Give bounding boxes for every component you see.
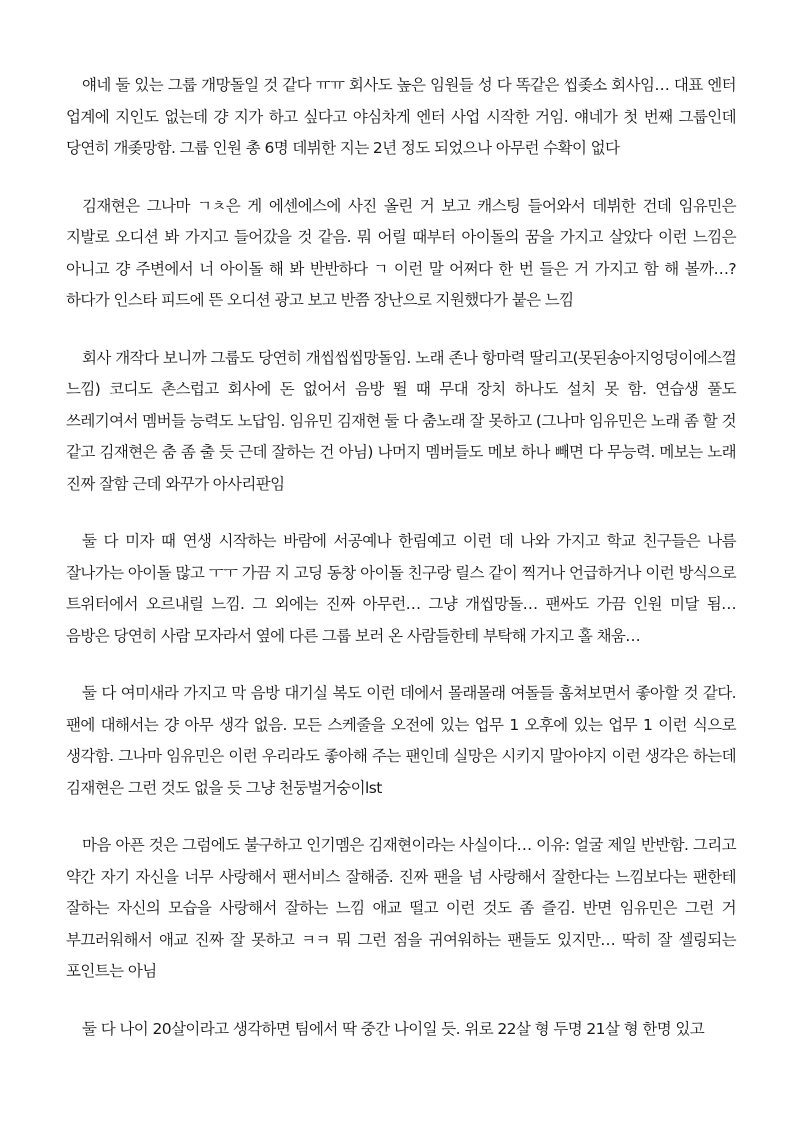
paragraph-5: 둘 다 여미새라 가지고 막 음방 대기실 복도 이런 데에서 몰래몰래 여돌들 훔쳐보면서 좋아할 것 같다. 팬에 대해서는 걍 아무 생각 없음. 모든 스케줄을 오전에 있는 업무 1 오후에 있는 업무 1 이런 식으로 생각함. 그나마 임유민은 이런 우리라도 좋아해 주는 팬인데 실망은 시키지 말아야지 이런 생각은 하는데 김재현은 그런 것도 없을 듯 그냥 천둥벌거숭이lst — [66, 684, 736, 797]
paragraph-6: 마음 아픈 것은 그럼에도 불구하고 인기멤은 김재현이라는 사실이다… 이유: 얼굴 제일 반반함. 그리고 약간 자기 자신을 너무 사랑해서 팬서비스 잘해줌. 진짜 팬을 넘 사랑해서 잘한다는 느낌보다는 팬한테 잘하는 자신의 모습을 사랑해서 잘하는 느낌 애교 떨고 이런 것도 좀 즐김. 반면 임유민은 그런 거 부끄러워해서 애교 진짜 잘 못하고 ㅋㅋ 뭐 그런 점을 귀여워하는 팬들도 있지만… 딱히 잘 셀링되는 포인트는 아님 — [66, 836, 736, 980]
document-body — [66, 70, 736, 1045]
paragraph-1: 얘네 둘 있는 그룹 개망돌일 것 같다 ㅠㅠ 회사도 높은 임원들 성 다 똑같은 씹좆소 회사임… 대표 엔터 업계에 지인도 없는데 걍 지가 하고 싶다고 야심차게 엔터 사업 시작한 거임. 얘네가 첫 번째 그룹인데 당연히 개좆망함. 그룹 인원 총 6명 데뷔한 지는 2년 정도 되었으나 아무런 수확이 없다 — [66, 76, 736, 157]
paragraph-7: 둘 다 나이 20살이라고 생각하면 팀에서 딱 중간 나이일 듯. 위로 22살 형 두명 21살 형 한명 있고 — [82, 1019, 705, 1038]
paragraph-4: 둘 다 미자 때 연생 시작하는 바람에 서공예나 한림예고 이런 데 나와 가지고 학교 친구들은 나름 잘나가는 아이돌 많고 ㅜㅜ 가끔 지 고딩 동창 아이돌 친구랑 릴스 같이 찍거나 언급하거나 이런 방식으로 트위터에서 오르내릴 느낌. 그 외에는 진짜 아무런… 그냥 개씹망돌… 팬싸도 가끔 인원 미달 됨… 음방은 당연히 사람 모자라서 옆에 다른 그룹 보러 온 사람들한테 부탁해 가지고 홀 채움… — [66, 532, 736, 645]
paragraph-2: 김재현은 그나마 ㄱㅊ은 게 에센에스에 사진 올린 거 보고 캐스팅 들어와서 데뷔한 건데 임유민은 지발로 오디션 봐 가지고 들어갔을 것 같음. 뭐 어릴 때부터 아이돌의 꿈을 가지고 살았다 이런 느낌은 아니고 걍 주변에서 너 아이돌 해 봐 반반하다 ㄱ 이런 말 어쩌다 한 번 들은 거 가지고 함 해 볼까…? 하다가 인스타 피드에 뜬 오디션 광고 보고 반쯤 장난으로 지원했다가 붙은 느낌 — [66, 196, 736, 309]
paragraph-3: 회사 개작다 보니까 그룹도 당연히 개씹씹씹망돌임. 노래 존나 항마력 딸리고(못된송아지엉덩이에스껄 느낌) 코디도 촌스럽고 회사에 돈 없어서 음방 뛸 때 무대 장치 하나도 설치 못 함. 연습생 풀도 쓰레기여서 멤버들 능력도 노답임. 임유민 김재현 둘 다 춤노래 잘 못하고 (그나마 임유민은 노래 좀 할 것 같고 김재현은 춤 좀 출 듯 근데 잘하는 건 아님) 나머지 멤버들도 메보 하나 빼면 다 무능력. 메보는 노래 진짜 잘함 근데 와꾸가 아사리판임 — [66, 348, 736, 493]
